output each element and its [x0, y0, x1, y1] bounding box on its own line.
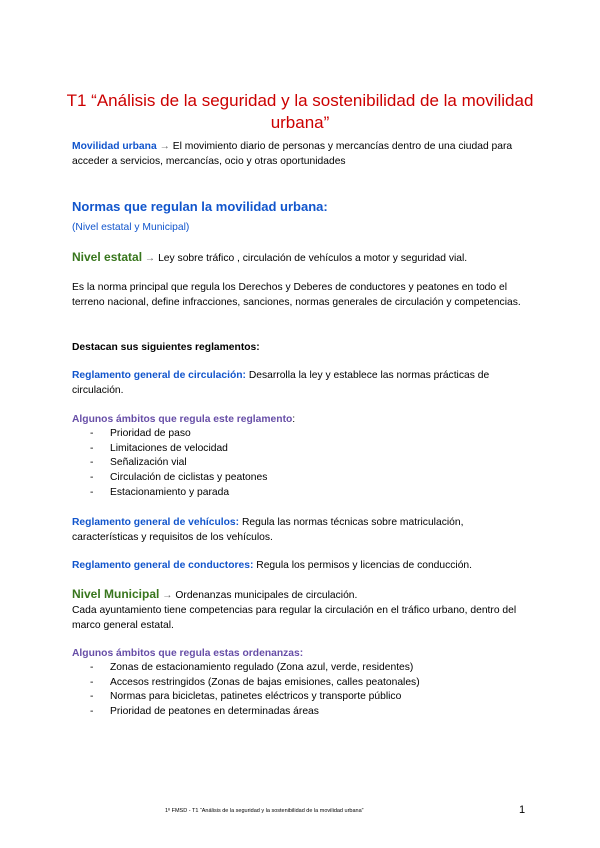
ambitos-reglamento-heading — [72, 412, 532, 427]
list-item: - Limitaciones de velocidad — [72, 442, 532, 457]
list-item: - Prioridad de peatones en determinadas áreas — [72, 705, 532, 720]
intro-text: El movimiento diario de personas y mercancías dentro de una ciudad para acceder a servicios, mercancías, ocio y otras oportunidades — [72, 141, 513, 167]
reglamento-vehiculos-text: Regula las normas técnicas sobre matriculación, características y requisitos de los vehículos. — [72, 517, 464, 543]
ambitos-reglamento-list-wrap — [72, 427, 532, 501]
document-title: T1 “Análisis de la seguridad y la sostenibilidad de la movilidad urbana” — [66, 91, 534, 132]
arrow-icon: → — [162, 590, 173, 601]
municipal-term: Nivel Municipal — [72, 587, 160, 601]
ambitos-reglamento-title: Algunos ámbitos que regula este reglamento — [72, 414, 293, 425]
municipal-line — [72, 587, 532, 603]
municipal-text: Ordenanzas municipales de circulación. — [172, 590, 358, 601]
reglamento-circulacion-text: Desarrolla la ley y establece las normas prácticas de circulación. — [72, 370, 490, 396]
estatal-text: Ley sobre tráfico , circulación de vehículos a motor y seguridad vial. — [155, 253, 468, 264]
list-item: - Zonas de estacionamiento regulado (Zona azul, verde, residentes) — [72, 661, 532, 676]
list-item: - Circulación de ciclistas y peatones — [72, 471, 532, 486]
reglamento-circulacion-term: Reglamento general de circulación: — [72, 370, 246, 381]
reglamento-vehiculos-term: Reglamento general de vehículos: — [72, 517, 240, 528]
reglamento-circulacion — [72, 368, 532, 398]
reglamento-conductores-text: Regula los permisos y licencias de conducción. — [253, 560, 473, 571]
reglamento-conductores — [72, 558, 532, 573]
reglamento-vehiculos — [72, 515, 532, 545]
municipal-paragraph: Cada ayuntamiento tiene competencias para regular la circulación en el tráfico urbano, dentro del marco general estatal. — [72, 605, 517, 631]
ambitos-reglamento-colon: : — [292, 414, 296, 425]
estatal-line — [72, 250, 532, 266]
estatal-term: Nivel estatal — [72, 250, 143, 264]
section-subheading: (Nivel estatal y Municipal) — [72, 222, 190, 233]
list-item: - Estacionamiento y parada — [72, 486, 532, 501]
arrow-icon: → — [144, 253, 156, 264]
arrow-icon: → — [159, 141, 170, 152]
page-footer: 1º FMSD - T1 “Análisis de la seguridad y la sostenibilidad de la movilidad urbana” — [165, 808, 364, 814]
ambitos-ordenanzas-list-wrap — [72, 661, 532, 720]
ambitos-reglamento-list — [72, 427, 532, 501]
intro-paragraph — [72, 139, 532, 169]
list-item: - Señalización vial — [72, 456, 532, 471]
section-heading: Normas que regulan la movilidad urbana: — [72, 199, 328, 214]
ambitos-ordenanzas-heading: Algunos ámbitos que regula estas ordenanzas: — [72, 648, 304, 659]
page-number: 1 — [519, 804, 526, 816]
reglamentos-heading: Destacan sus siguientes reglamentos: — [72, 342, 260, 353]
intro-term: Movilidad urbana — [72, 141, 157, 152]
list-item: - Prioridad de paso — [72, 427, 532, 442]
list-item: - Accesos restringidos (Zonas de bajas emisiones, calles peatonales) — [72, 676, 532, 691]
estatal-paragraph: Es la norma principal que regula los Derechos y Deberes de conductores y peatones en todo el terreno nacional, define infracciones, sanciones, normas generales de circulación y competencias. — [72, 282, 521, 308]
ambitos-ordenanzas-list — [72, 661, 532, 720]
list-item: - Normas para bicicletas, patinetes eléctricos y transporte público — [72, 690, 532, 705]
reglamento-conductores-term: Reglamento general de conductores: — [72, 560, 254, 571]
